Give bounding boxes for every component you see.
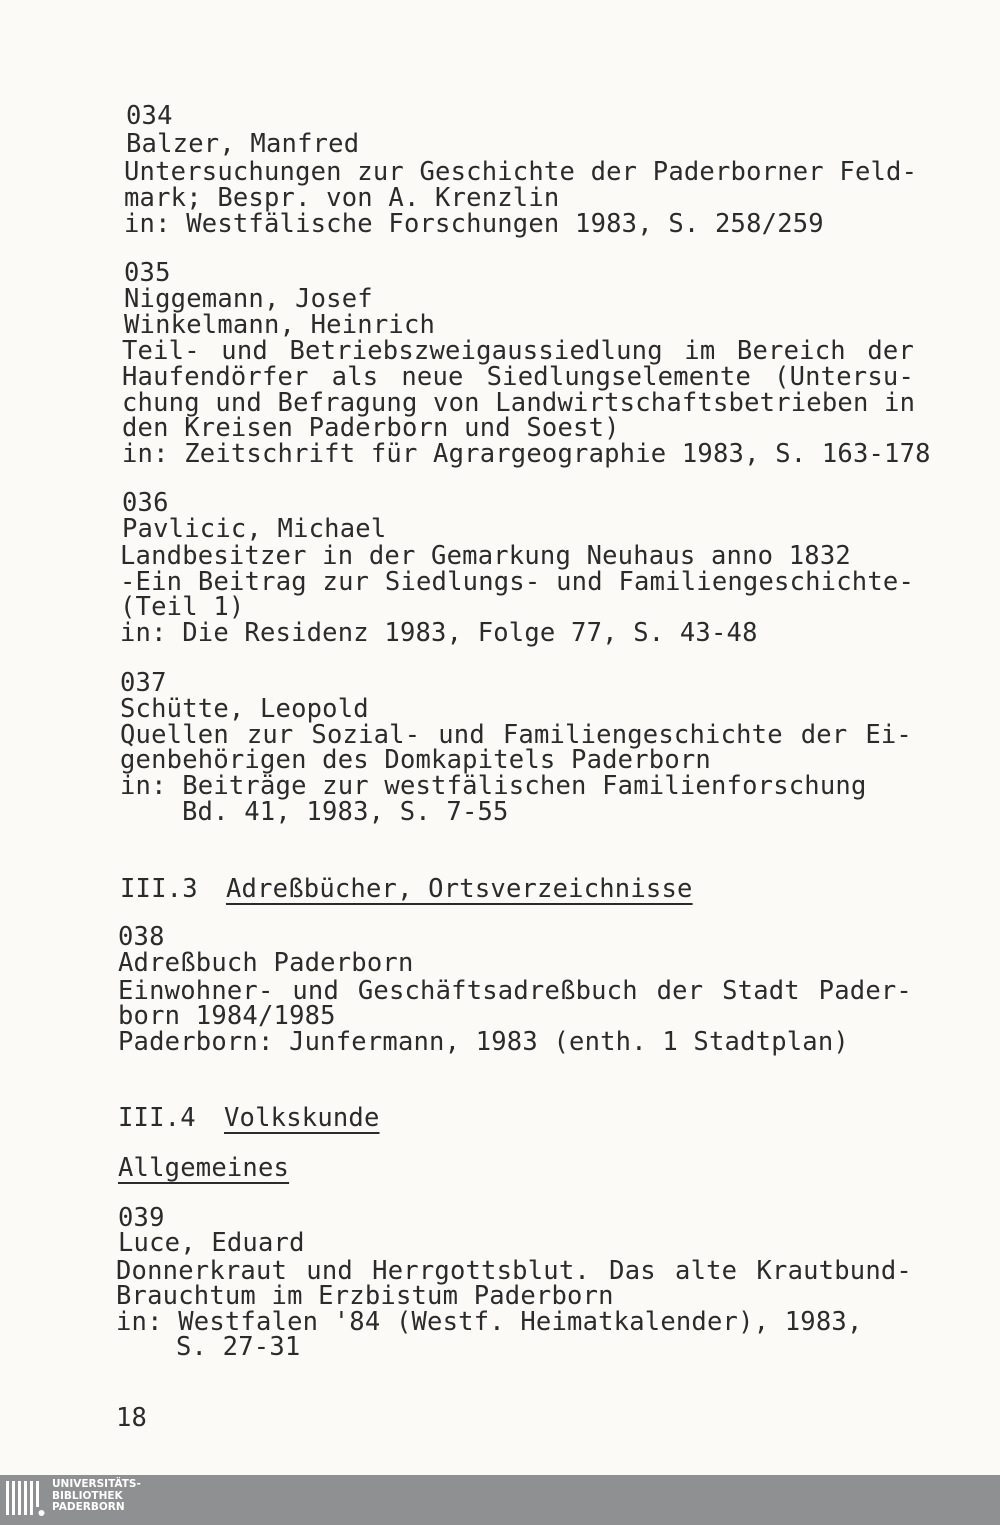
entry-source: Paderborn: Junfermann, 1983 (enth. 1 Stadtplan): [118, 1027, 849, 1057]
entry-title-line: chung und Befragung von Landwirtschaftsbetrieben in: [122, 388, 916, 418]
entry-title-line: den Kreisen Paderborn und Soest): [122, 413, 620, 443]
entry-title-line: Donnerkraut und Herrgottsblut. Das alte Krautbund-: [116, 1256, 912, 1286]
entry-number: 037: [120, 668, 167, 698]
section-number: III.4: [118, 1103, 196, 1133]
section-number: III.3: [120, 874, 198, 904]
entry-author: Balzer, Manfred: [126, 129, 360, 159]
entry-title-line: Quellen zur Sozial- und Familiengeschichte der Ei-: [120, 720, 912, 750]
entry-source: S. 27-31: [176, 1332, 301, 1362]
entry-author: Adreßbuch Paderborn: [118, 948, 414, 978]
section-title: Volkskunde: [224, 1103, 380, 1133]
entry-title-line: born 1984/1985: [118, 1001, 336, 1031]
entry-source: Bd. 41, 1983, S. 7-55: [182, 797, 509, 827]
entry-number: 036: [122, 488, 169, 518]
section-title: Adreßbücher, Ortsverzeichnisse: [226, 874, 693, 904]
library-name: [52, 1479, 141, 1514]
entry-title-line: Teil- und Betriebszweigaussiedlung im Bereich der: [122, 336, 914, 366]
entry-number: 034: [126, 101, 173, 131]
entry-number: 035: [124, 258, 171, 288]
entry-title-line: (Teil 1): [120, 592, 245, 622]
library-name-line: PADERBORN: [52, 1501, 125, 1513]
entry-source: in: Westfalen '84 (Westf. Heimatkalender), 1983,: [116, 1307, 863, 1337]
library-logo-icon: [6, 1479, 46, 1517]
entry-title-line: Einwohner- und Geschäftsadreßbuch der Stadt Pader-: [118, 976, 912, 1006]
subsection-title: Allgemeines: [118, 1153, 290, 1183]
entry-source: in: Zeitschrift für Agrargeographie 1983, S. 163-178: [122, 439, 931, 469]
entry-title-line: Landbesitzer in der Gemarkung Neuhaus anno 1832: [120, 541, 851, 571]
entry-title-line: Haufendörfer als neue Siedlungselemente (Untersu-: [122, 362, 914, 392]
entry-source: in: Beiträge zur westfälischen Familienforschung: [120, 771, 867, 801]
entry-number: 038: [118, 922, 165, 952]
entry-author: Pavlicic, Michael: [122, 514, 387, 544]
entry-title-line: genbehörigen des Domkapitels Paderborn: [120, 745, 711, 775]
entry-author: Luce, Eduard: [118, 1228, 305, 1258]
entry-source: in: Die Residenz 1983, Folge 77, S. 43-48: [120, 618, 758, 648]
page-number: 18: [116, 1403, 148, 1433]
entry-number: 039: [118, 1203, 165, 1233]
entry-title-line: Brauchtum im Erzbistum Paderborn: [116, 1281, 614, 1311]
entry-source: in: Westfälische Forschungen 1983, S. 258/259: [124, 209, 824, 239]
entry-title-line: mark; Bespr. von A. Krenzlin: [124, 183, 560, 213]
entry-author: Schütte, Leopold: [120, 694, 369, 724]
entry-author: Winkelmann, Heinrich: [124, 310, 436, 340]
library-name-line: UNIVERSITÄTS-: [52, 1478, 141, 1490]
library-footer-bar: [0, 1475, 1000, 1525]
entry-title-line: Untersuchungen zur Geschichte der Paderborner Feld-: [124, 157, 918, 187]
entry-author: Niggemann, Josef: [124, 284, 373, 314]
library-name-line: BIBLIOTHEK: [52, 1489, 123, 1502]
entry-title-line: -Ein Beitrag zur Siedlungs- und Familiengeschichte-: [120, 567, 914, 597]
